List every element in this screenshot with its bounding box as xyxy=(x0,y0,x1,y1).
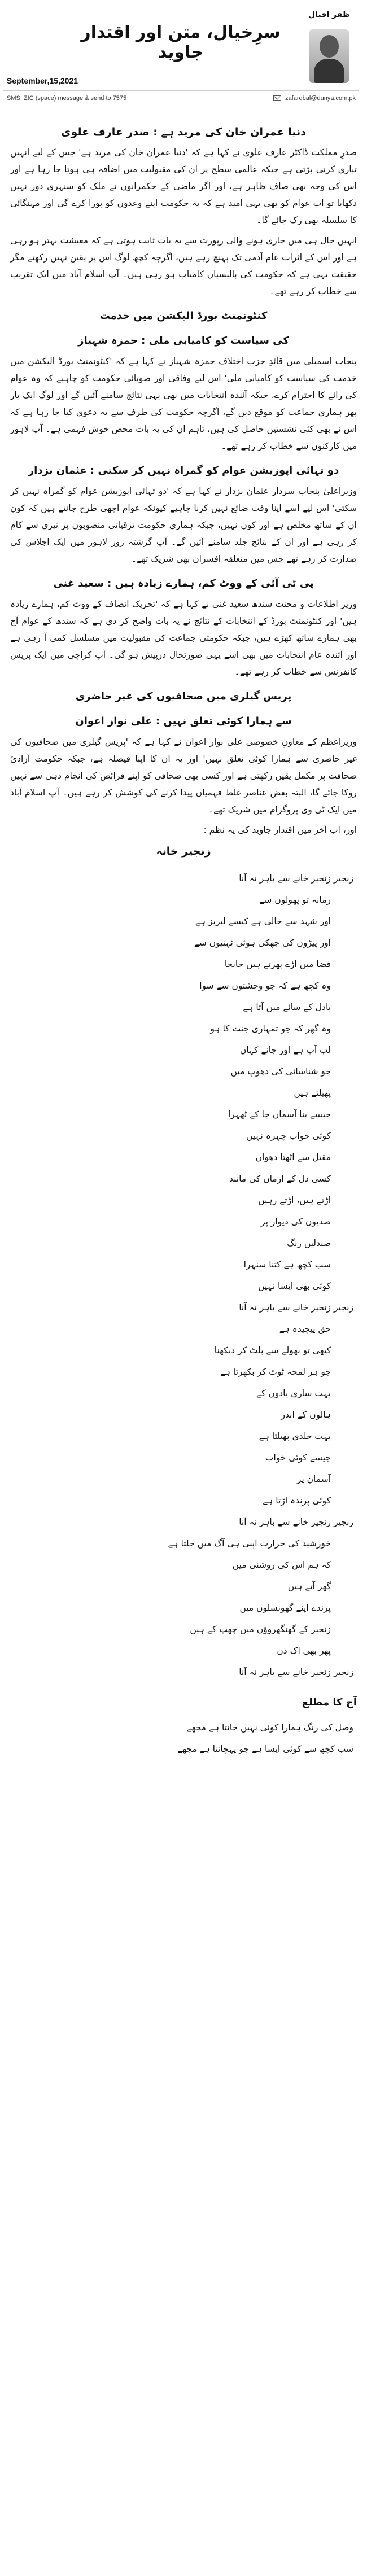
columnist-byline xyxy=(298,10,360,95)
poem-line: زنجیر زنجیر خانے سے باہر نہ آنا xyxy=(239,1667,353,1677)
outro-line: اور، اب آخر میں اقتدار جاوید کی یہ نظم : xyxy=(203,825,357,835)
poem-line: کبھی تو بھولے سے پلٹ کر دیکھنا xyxy=(214,1345,331,1355)
column-title: سرِخیال، متن اور اقتدار جاوید xyxy=(81,23,281,62)
poem-line: پرندے اپنے گھونسلوں میں xyxy=(239,1603,331,1613)
poem-line: بادل کے سائے میں آتا ہے xyxy=(243,1002,331,1012)
email-address: zafarqbal@dunya.com.pk xyxy=(285,95,356,102)
poem-line: زمانہ تو پھولوں سے xyxy=(259,895,331,905)
poem-line: آسمان پر xyxy=(296,1474,331,1484)
article-body xyxy=(10,116,357,1763)
poem-line: اور پیڑوں کی جھکی ہوئی ٹہنیوں سے xyxy=(194,938,331,948)
columnist-photo xyxy=(309,29,349,83)
paragraph: وزیراعلیٰ پنجاب سردار عثمان بزدار نے کہا ہے کہ 'دو تہائی اپوزیشن عوام کو گمراہ نہیں کر سکتی' اس لیے اسے اپنا وقت ضائع نہیں کرنا چاہیے کیونکہ عوام اچھی طرح جانتے ہیں کہ کون ان کے ساتھ مخلص ہے اور کون نہیں، جبکہ ہماری حکومت ترقیاتی منصوبوں پر تیزی سے کام کر رہی ہے اور ان کے نتائج جلد سامنے آئیں گے۔ آپ گزشتہ روز لاہور میں ایک اجلاس کی صدارت کر رہے تھے جس میں متعلقہ افسران بھی شریک تھے۔ xyxy=(10,486,357,564)
section-heading: دو تہائی اپوزیشن عوام کو گمراہ نہیں کر سکتی : عثمان بزدار xyxy=(28,465,339,476)
poem-line: کہ ہم اس کی روشنی میں xyxy=(232,1560,331,1570)
poem-line: کسی دل کے ارمان کی مانند xyxy=(229,1174,331,1184)
poem-line: جو ہر لمحہ ٹوٹ کر بکھرتا ہے xyxy=(220,1367,331,1377)
poem-line: ہالوں کے اندر xyxy=(281,1410,331,1420)
poem-line: کوئی پرندہ اڑتا ہے xyxy=(263,1495,331,1506)
poem-line: صندلیں رنگ xyxy=(287,1238,331,1248)
paragraph: وزیر اطلاعات و محنت سندھ سعید غنی نے کہا ہے کہ 'تحریک انصاف کے ووٹ کم، ہمارے زیادہ ہیں' اور کنٹونمنٹ بورڈ کے انتخابات کے نتائج نے یہ بات واضح کر دی ہے کہ سندھ کے عوام آج بھی ہمارے ساتھ کھڑے ہیں، جبکہ حکومتی جماعت کی مقبولیت میں مسلسل کمی آ رہی ہے اور آئندہ عام انتخابات میں بھی اسے یہی صورتحال درپیش ہو گی۔ آپ کراچی میں ایک پریس کانفرنس سے خطاب کر رہے تھے۔ xyxy=(10,599,357,677)
poem-line: زنجیر زنجیر خانے سے باہر نہ آنا xyxy=(239,1302,353,1313)
poem-line: خورشید کی حرارت اپنی ہی آگ میں جلتا ہے xyxy=(168,1538,331,1549)
email-icon xyxy=(273,95,281,101)
poem-title: زنجیر خانہ xyxy=(156,845,211,858)
poem-line: زنجیر زنجیر خانے سے باہر نہ آنا xyxy=(239,873,353,884)
paragraph: انہیں حال ہی میں جاری ہونے والی رپورٹ سے یہ بات ثابت ہوتی ہے کہ معیشت بہتر ہو رہی ہے اور اس کے اثرات عام آدمی تک پہنچ رہے ہیں، اگرچہ کچھ لوگ اس پر یقین نہیں رکھتے مگر حقیقت یہی ہے کہ حکومت کی پالیسیاں کامیاب ہو رہی ہیں۔ آپ اسلام آباد میں ایک تقریب سے خطاب کر رہے تھے۔ xyxy=(10,235,357,296)
paragraph: وزیراعظم کے معاونِ خصوصی علی نواز اعوان نے کہا ہے کہ 'پریس گیلری میں صحافیوں کی غیر حاضری سے ہمارا کوئی تعلق نہیں' اور یہ ان کا اپنا فیصلہ ہے، جبکہ حکومت آزادیٔ صحافت پر مکمل یقین رکھتی ہے اور کسی بھی صحافی کو اپنے فرائض کی انجام دہی سے نہیں روکا جائے گا، البتہ بعض عناصر غلط فہمیاں پیدا کرنے کی کوشش کر رہے ہیں۔ آپ اسلام آباد میں ایک ٹی وی پروگرام میں شریک تھے۔ xyxy=(10,737,357,815)
couplet-line: سب کچھ سے کوئی ایسا ہے جو پہچانتا ہے مجھے xyxy=(177,1744,353,1754)
closing-heading: آج کا مطلع xyxy=(302,1696,357,1708)
poem-line: پھر بھی اک دن xyxy=(277,1646,331,1656)
poem-line: لب آب ہے اور جانے کہاں xyxy=(239,1045,331,1055)
publish-date: September,15,2021 xyxy=(7,76,78,85)
poem-line: بہت ساری یادوں کے xyxy=(256,1388,331,1398)
poem-line: وہ گھر کہ جو تمہاری جنت کا ہو xyxy=(210,1024,331,1034)
poem-line: کوئی بھی ایسا نہیں xyxy=(258,1281,331,1291)
poem-line: بہت جلدی پھیلتا ہے xyxy=(259,1431,331,1441)
poem-line: جیسے کوئی خواب xyxy=(265,1453,331,1463)
poem-line: مقتل سے اٹھتا دھواں xyxy=(255,1152,331,1162)
poem-line: کوئی خواب چہرہ نہیں xyxy=(246,1131,331,1141)
meta-strip xyxy=(3,76,359,107)
couplet-line: وصل کی رنگ ہمارا کوئی نہیں جانتا ہے مجھے xyxy=(186,1722,353,1733)
poem-line: پھیلتے ہیں xyxy=(294,1088,331,1098)
section-subheading: سے ہمارا کوئی تعلق نہیں : علی نواز اعوان xyxy=(75,715,292,727)
poem-line: اڑتے ہیں، اڑتے رہیں xyxy=(258,1195,331,1205)
paragraph: پنجاب اسمبلی میں قائدِ حزب اختلاف حمزہ شہباز نے کہا ہے کہ 'کنٹونمنٹ بورڈ الیکشن میں خدمت کی سیاست کو کامیابی ملی' اس لیے وفاقی اور صوبائی حکومت کو چاہیے کہ وہ عوام کی رائے کا احترام کرے، جبکہ آئندہ انتخابات میں بھی یہی نتائج سامنے آئیں گے اور لوگ ایک بار پھر ہماری جماعت کو موقع دیں گے، اگرچہ حکومت کی طرف سے یہ دعویٰ کیا جا رہا ہے کہ اس نے بھی کئی نشستیں حاصل کی ہیں، تاہم ان کی یہ بات محض خوش فہمی ہے۔ آپ لاہور میں کارکنوں سے خطاب کر رہے تھے۔ xyxy=(10,356,357,451)
columnist-email[interactable] xyxy=(273,95,356,102)
section-heading: پی ٹی آئی کے ووٹ کم، ہمارے زیادہ ہیں : سعید غنی xyxy=(53,578,314,589)
columnist-name: ظفر اقبال xyxy=(308,10,350,19)
poem-line: جیسے بنا آسماں جا کے ٹھہرا xyxy=(228,1109,331,1119)
section-heading: کنٹونمنٹ بورڈ الیکشن میں خدمت xyxy=(99,310,268,322)
poem xyxy=(10,868,357,1683)
poem-line: اور شہد سے خالی ہے کیسے لبریز ہے xyxy=(195,916,331,926)
paragraph: صدرِ مملکت ڈاکٹر عارف علوی نے کہا ہے کہ 'دنیا عمران خان کی مرید ہے' جس کے لیے انہیں تیاری کرنی پڑتی ہے جبکہ عالمی سطح پر ان کی مقبولیت میں اضافہ ہی ہوتا جا رہا ہے اور اس کی وجہ بھی صاف ظاہر ہے، اور اگر ماضی کے حکمرانوں نے ملک کو سنہری دور نہیں دکھایا تو اب عوام کو بھی یہی امید ہے کہ یہ حکومت اپنے وعدوں کو پورا کرے گی اور مہنگائی کا سلسلہ بھی رک جائے گا۔ xyxy=(10,147,357,225)
section-heading: پریس گیلری میں صحافیوں کی غیر حاضری xyxy=(75,690,292,702)
poem-line: زنجیر کے گھنگھروؤں میں چھپ کے ہیں xyxy=(190,1624,331,1634)
poem-line: وہ کچھ ہے کہ جو وحشتوں سے سوا xyxy=(199,981,331,991)
poem-line: صدیوں کی دیوار پر xyxy=(261,1217,331,1227)
poem-line: جو شناسائی کی دھوپ میں xyxy=(230,1066,331,1077)
poem-line: سب کچھ ہے کتنا سنہرا xyxy=(243,1259,331,1270)
closing-couplet xyxy=(10,1717,357,1760)
section-subheading: کی سیاست کو کامیابی ملی : حمزہ شہباز xyxy=(78,335,289,347)
section-heading: دنیا عمران خان کی مرید ہے : صدر عارف علوی xyxy=(61,126,306,138)
poem-line: حق پیچیدہ ہے xyxy=(279,1324,331,1334)
poem-line: فضا میں اڑے پھرتے ہیں جابجا xyxy=(224,959,331,969)
poem-line: گھر آتے ہیں xyxy=(287,1581,331,1591)
column-header xyxy=(0,0,367,107)
sms-instructions: SMS: ZIC (space) message & send to 7575 xyxy=(7,95,127,102)
poem-line: زنجیر زنجیر خانے سے باہر نہ آنا xyxy=(239,1517,353,1527)
